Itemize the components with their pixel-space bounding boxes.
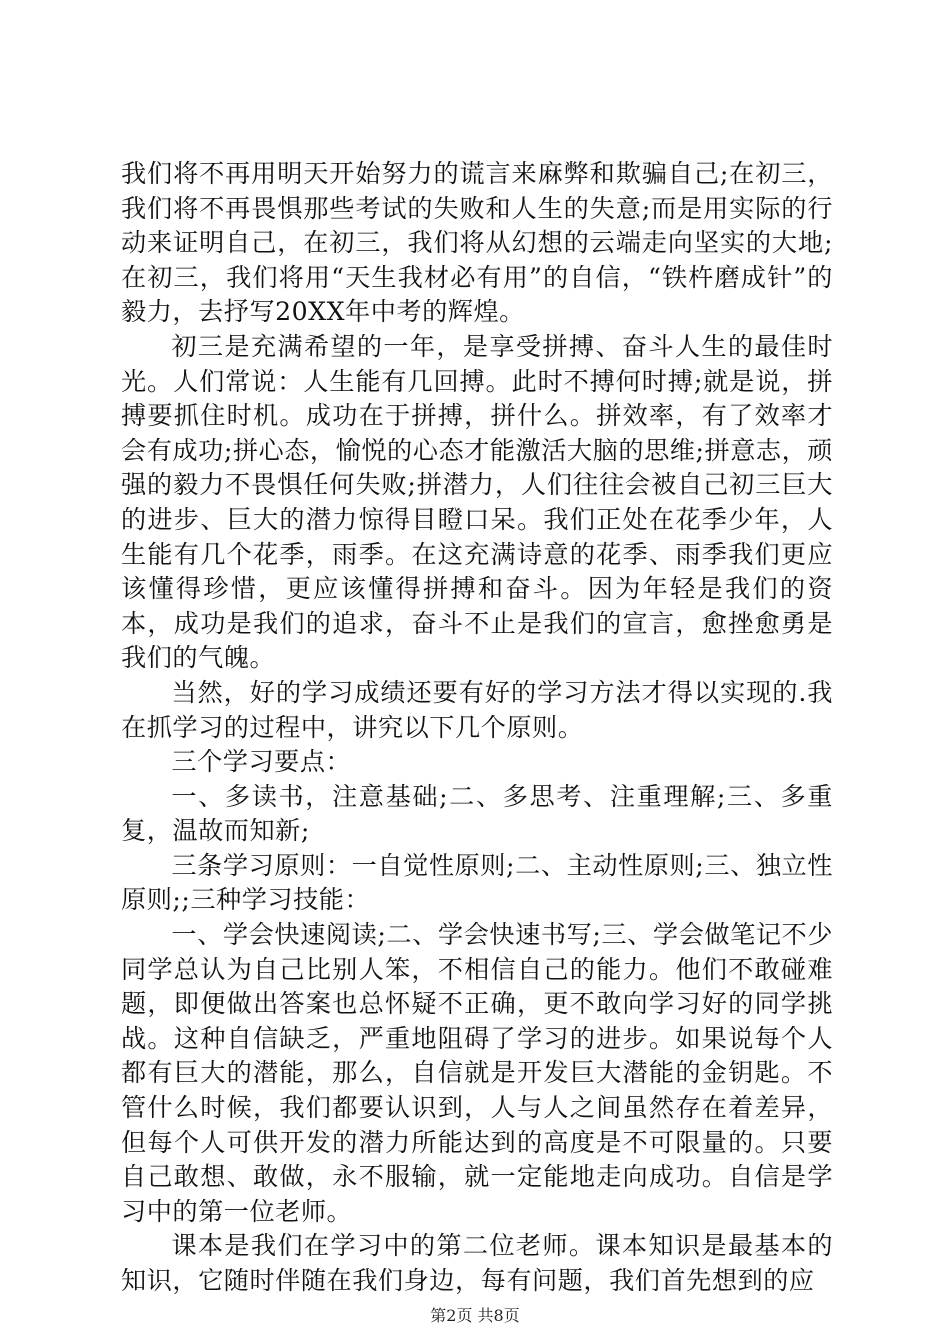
page-footer: 第2页 共8页 (430, 1306, 520, 1325)
paragraph-5: 一、多读书，注意基础;二、多思考、注重理解;三、多重复，温故而知新; (121, 781, 833, 846)
paragraph-3: 当然，好的学习成绩还要有好的学习方法才得以实现的.我在抓学习的过程中，讲究以下几个原则。 (121, 677, 833, 742)
paragraph-2: 初三是充满希望的一年，是享受拼搏、奋斗人生的最佳时光。人们常说：人生能有几回搏。此时不搏何时搏;就是说，拼搏要抓住时机。成功在于拼搏，拼什么。拼效率，有了效率才会有成功;拼心态，愉悦的心态才能激活大脑的思维;拼意志，顽强的毅力不畏惧任何失败;拼潜力，人们往往会被自己初三巨大的进步、巨大的潜力惊得目瞪口呆。我们正处在花季少年，人生能有几个花季，雨季。在这充满诗意的花季、雨季我们更应该懂得珍惜，更应该懂得拼搏和奋斗。因为年轻是我们的资本，成功是我们的追求，奋斗不止是我们的宣言，愈挫愈勇是我们的气魄。 (121, 331, 833, 673)
paragraph-1: 我们将不再用明天开始努力的谎言来麻弊和欺骗自己;在初三，我们将不再畏惧那些考试的失败和人生的失意;而是用实际的行动来证明自己，在初三，我们将从幻想的云端走向坚实的大地;在初三，我们将用“天生我材必有用”的自信，“铁杵磨成针”的毅力，去抒写20XX年中考的辉煌。 (121, 159, 833, 327)
paragraph-8: 课本是我们在学习中的第二位老师。课本知识是最基本的知识，它随时伴随在我们身边，每有问题，我们首先想到的应 (121, 1231, 833, 1295)
paragraph-7: 一、学会快速阅读;二、学会快速书写;三、学会做笔记不少同学总认为自己比别人笨，不相信自己的能力。他们不敢碰难题，即便做出答案也总怀疑不正确，更不敢向学习好的同学挑战。这种自信缺乏，严重地阻碍了学习的进步。如果说每个人都有巨大的潜能，那么，自信就是开发巨大潜能的金钥匙。不管什么时候，我们都要认识到，人与人之间虽然存在着差异，但每个人可供开发的潜力所能达到的高度是不可限量的。只要自己敢想、敢做，永不服输，就一定能地走向成功。自信是学习中的第一位老师。 (121, 920, 833, 1226)
paragraph-6: 三条学习原则：一自觉性原则;二、主动性原则;三、独立性原则;;三种学习技能： (121, 850, 833, 915)
document-body (121, 157, 833, 1299)
paragraph-4: 三个学习要点： (171, 747, 352, 777)
